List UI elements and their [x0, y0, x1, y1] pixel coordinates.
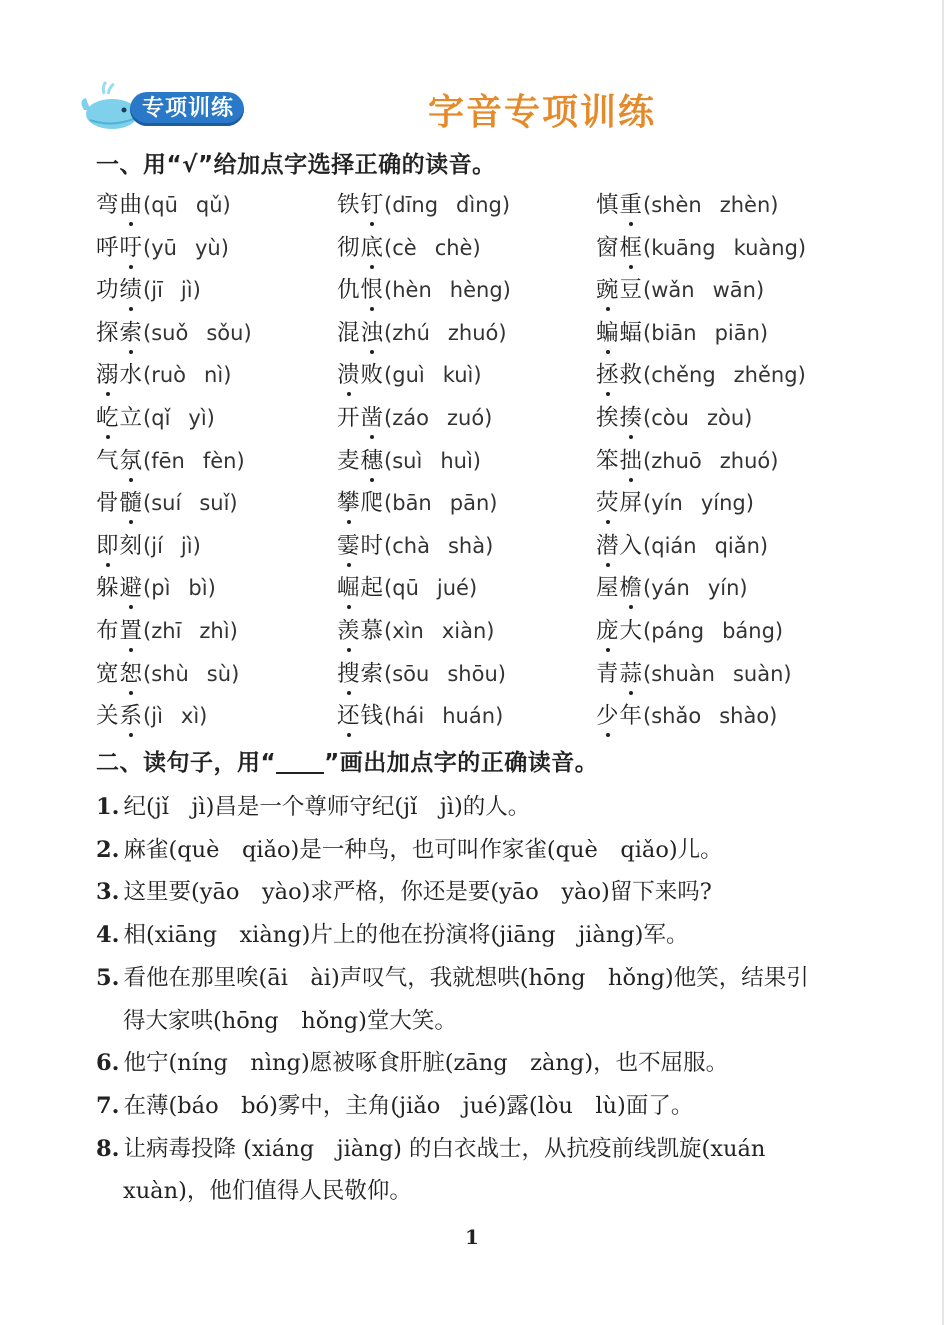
pinyin-option[interactable]: pān: [449, 491, 490, 516]
pinyin-option[interactable]: xiàn: [441, 618, 487, 643]
pinyin-option[interactable]: suàn: [732, 661, 784, 686]
sentence-text: 得大家哄(hōng hǒng)堂大笑。: [123, 1007, 457, 1034]
pinyin-option[interactable]: suí: [151, 491, 182, 516]
choice-word: 呼吁: [96, 235, 143, 261]
pinyin-option[interactable]: bān: [392, 491, 432, 516]
page-title: 字音专项训练: [428, 92, 657, 133]
pinyin-option[interactable]: qǐ: [151, 405, 171, 430]
pinyin-option[interactable]: còu: [651, 405, 689, 430]
pinyin-option[interactable]: shà: [447, 533, 486, 558]
pinyin-option[interactable]: qū: [151, 193, 178, 217]
pinyin-option[interactable]: suǒ: [151, 320, 189, 345]
choice-item: 呼吁(yū yù): [96, 231, 229, 265]
pinyin-option[interactable]: yín: [651, 491, 683, 516]
choice-item: 开凿(záo zuó): [337, 401, 492, 435]
pinyin-option[interactable]: sōu: [392, 661, 430, 686]
choice-word: 即刻: [96, 533, 143, 559]
pinyin-option[interactable]: zhèn: [719, 193, 771, 217]
choice-item: 搜索(sōu shōu): [337, 657, 506, 691]
pinyin-option[interactable]: kuāng: [651, 235, 716, 260]
pinyin-option[interactable]: fēn: [151, 448, 185, 473]
sentence-number: 4.: [96, 922, 120, 949]
choice-item: 拯救(chěng zhěng): [596, 358, 806, 392]
choice-item: 荧屏(yín yíng): [596, 486, 754, 520]
choice-item: 还钱(hái huán): [337, 699, 503, 733]
choice-word: 屹立: [96, 405, 143, 431]
choice-word: 荧屏: [596, 490, 643, 516]
choice-word: 混浊: [337, 320, 384, 346]
pinyin-option[interactable]: suì: [392, 448, 423, 473]
pinyin-option[interactable]: yán: [651, 576, 690, 601]
sentence-line: [96, 871, 856, 914]
pinyin-option[interactable]: hèng: [449, 278, 503, 303]
choice-word: 溃败: [337, 362, 384, 388]
pinyin-option[interactable]: zhěng: [733, 363, 798, 388]
section-2-heading: 二、读句子，用“ ”画出加点字的正确读音。: [96, 750, 599, 776]
pinyin-option[interactable]: shù: [151, 661, 189, 686]
pinyin-option[interactable]: shǎo: [651, 704, 702, 729]
choice-word: 霎时: [337, 533, 384, 559]
sentence-line: [96, 1085, 856, 1128]
sentence-number: 2.: [96, 836, 120, 863]
pinyin-option[interactable]: zhú: [392, 320, 430, 345]
choice-item: 窗框(kuāng kuàng): [596, 231, 806, 265]
choice-word: 仇恨: [337, 277, 384, 303]
sentence-line: [96, 1128, 856, 1171]
choice-item: 豌豆(wǎn wān): [596, 273, 764, 307]
sentence-text: 纪(jǐ jì)昌是一个尊师守纪(jǐ jì)的人。: [123, 794, 531, 820]
choice-item: 崛起(qū jué): [337, 571, 477, 605]
choice-item: 少年(shǎo shào): [596, 699, 777, 733]
sentence-number: 8.: [96, 1135, 120, 1162]
sentence-line: [96, 957, 856, 1000]
pinyin-option[interactable]: zhuó: [719, 448, 771, 473]
choice-item: 羡慕(xìn xiàn): [337, 614, 494, 648]
sentence-line: [96, 1170, 856, 1213]
choice-word: 拯救: [596, 362, 643, 388]
pinyin-option[interactable]: páng: [651, 618, 705, 643]
choice-item: 关系(jì xì): [96, 699, 207, 733]
sentence-text: 他宁(níng nìng)愿被啄食肝脏(zāng zàng)，也不屈服。: [123, 1050, 729, 1077]
pinyin-option[interactable]: zòu: [706, 405, 745, 430]
pinyin-option[interactable]: qiǎn: [714, 533, 760, 558]
underline-sample: [276, 754, 324, 774]
pinyin-option[interactable]: shuàn: [651, 661, 715, 686]
choice-word: 青蒜: [596, 661, 643, 687]
choice-word: 少年: [596, 703, 643, 729]
sentence-number: 5.: [96, 964, 120, 991]
pinyin-option[interactable]: chěng: [651, 363, 716, 388]
pinyin-option[interactable]: pì: [151, 576, 171, 601]
pinyin-option[interactable]: qū: [392, 576, 419, 601]
pinyin-option[interactable]: wān: [712, 278, 756, 303]
section-badge: [80, 80, 260, 132]
choice-word: 窗框: [596, 235, 643, 261]
sentence-number: 7.: [96, 1092, 120, 1119]
pinyin-option[interactable]: qǔ: [195, 193, 223, 217]
pinyin-option[interactable]: sù: [206, 661, 232, 686]
pinyin-option[interactable]: báng: [722, 618, 775, 643]
pinyin-option[interactable]: hái: [392, 704, 425, 729]
pinyin-option[interactable]: xì: [180, 704, 200, 729]
choice-word: 气氛: [96, 448, 143, 474]
pinyin-option[interactable]: fèn: [202, 448, 237, 473]
choice-item: 布置(zhī zhì): [96, 614, 238, 648]
pinyin-option[interactable]: zhuō: [651, 448, 702, 473]
sentence-text: 让病毒投降 (xiáng jiàng) 的白衣战士，从抗疫前线凯旋(xuán: [123, 1135, 766, 1162]
pinyin-option[interactable]: shào: [719, 704, 770, 729]
choice-item: 青蒜(shuàn suàn): [596, 657, 792, 691]
choice-word: 蝙蝠: [596, 320, 643, 346]
pinyin-option[interactable]: cè: [392, 235, 417, 260]
choice-word: 攀爬: [337, 490, 384, 516]
choice-item: 仇恨(hèn hèng): [337, 273, 511, 307]
pinyin-option[interactable]: dìng: [456, 193, 502, 217]
choice-item: 铁钉(dīng dìng): [337, 188, 510, 222]
choice-item: 弯曲(qū qǔ): [96, 188, 231, 222]
pinyin-option[interactable]: chè: [434, 235, 473, 260]
choice-item: 霎时(chà shà): [337, 529, 493, 563]
choice-word: 躲避: [96, 575, 143, 601]
choice-item: 攀爬(bān pān): [337, 486, 497, 520]
choice-item: 溃败(guì kuì): [337, 358, 482, 392]
pinyin-option[interactable]: sǒu: [206, 320, 244, 345]
choice-item: 骨髓(suí suǐ): [96, 486, 238, 520]
pinyin-option[interactable]: yì: [188, 405, 207, 430]
pinyin-option[interactable]: zhì: [199, 618, 230, 643]
choice-word: 还钱: [337, 703, 384, 729]
sentence-text: 相(xiāng xiàng)片上的他在扮演将(jiāng jiàng)军。: [123, 922, 689, 949]
choice-word: 骨髓: [96, 490, 143, 516]
choice-word: 关系: [96, 703, 143, 729]
sentence-text: xuàn)，他们值得人民敬仰。: [123, 1178, 412, 1205]
pinyin-option[interactable]: qián: [651, 533, 697, 558]
pinyin-option[interactable]: xìn: [392, 618, 424, 643]
choice-word: 豌豆: [596, 277, 643, 303]
sentence-text: 看他在那里唉(āi ài)声叹气，我就想哄(hōng hǒng)他笑，结果引: [123, 964, 809, 991]
sentence-line: [96, 1042, 856, 1085]
pinyin-option[interactable]: jì: [151, 704, 163, 729]
choice-item: 潜入(qián qiǎn): [596, 529, 768, 563]
pinyin-option[interactable]: zhī: [151, 618, 182, 643]
pinyin-option[interactable]: yín: [707, 576, 740, 601]
pinyin-option[interactable]: shèn: [651, 193, 702, 217]
choice-item: 蝙蝠(biān piān): [596, 316, 768, 350]
choice-word: 溺水: [96, 362, 143, 388]
choice-item: 慎重(shèn zhèn): [596, 188, 778, 222]
pinyin-option[interactable]: guì: [392, 363, 425, 388]
choice-item: 彻底(cè chè): [337, 231, 481, 265]
pinyin-option[interactable]: huán: [442, 704, 496, 729]
sentence-line: [96, 1000, 856, 1043]
sentence-list: [96, 786, 856, 1213]
choice-item: 气氛(fēn fèn): [96, 444, 245, 478]
choice-item: 功绩(jī jì): [96, 273, 201, 307]
pinyin-option[interactable]: ruò: [151, 363, 187, 388]
sentence-line: [96, 786, 856, 829]
choice-word: 崛起: [337, 575, 384, 601]
pinyin-option[interactable]: zuó: [446, 405, 485, 430]
page-number: 1: [465, 1225, 479, 1249]
choice-word: 探索: [96, 320, 143, 346]
choice-word: 屋檐: [596, 575, 643, 601]
choice-item: 挨揍(còu zòu): [596, 401, 752, 435]
choice-word: 彻底: [337, 235, 384, 261]
choice-word: 布置: [96, 618, 143, 644]
pinyin-option[interactable]: huì: [440, 448, 473, 473]
choice-item: 笨拙(zhuō zhuó): [596, 444, 778, 478]
choice-word: 笨拙: [596, 448, 643, 474]
choice-word: 羡慕: [337, 618, 384, 644]
choice-item: 屋檐(yán yín): [596, 571, 748, 605]
pinyin-option[interactable]: kuàng: [733, 235, 798, 260]
pinyin-option[interactable]: kuì: [442, 363, 474, 388]
sentence-line: [96, 914, 856, 957]
choice-item: 躲避(pì bì): [96, 571, 216, 605]
choice-word: 开凿: [337, 405, 384, 431]
pinyin-option[interactable]: zhuó: [447, 320, 499, 345]
sentence-number: 1.: [96, 794, 120, 820]
choice-word: 慎重: [596, 192, 643, 218]
choice-item: 庞大(páng báng): [596, 614, 783, 648]
pinyin-option[interactable]: yū: [151, 235, 177, 260]
choice-item: 探索(suǒ sǒu): [96, 316, 252, 350]
choice-word: 铁钉: [337, 192, 384, 218]
pinyin-option[interactable]: biān: [651, 320, 697, 345]
pinyin-option[interactable]: jì: [180, 278, 193, 303]
choice-word: 搜索: [337, 661, 384, 687]
pinyin-option[interactable]: piān: [714, 320, 760, 345]
pinyin-option[interactable]: shōu: [447, 661, 498, 686]
choice-item: 宽恕(shù sù): [96, 657, 239, 691]
pinyin-option[interactable]: wǎn: [651, 278, 695, 303]
sentence-line: [96, 829, 856, 872]
choice-item: 即刻(jí jì): [96, 529, 201, 563]
choice-word: 弯曲: [96, 192, 143, 218]
choice-item: 溺水(ruò nì): [96, 358, 231, 392]
pinyin-option[interactable]: yù: [194, 235, 221, 260]
pinyin-option[interactable]: nì: [204, 363, 224, 388]
choice-item: 屹立(qǐ yì): [96, 401, 215, 435]
pinyin-option[interactable]: chà: [392, 533, 430, 558]
choice-word: 挨揍: [596, 405, 643, 431]
pinyin-option[interactable]: záo: [392, 405, 429, 430]
choice-word: 庞大: [596, 618, 643, 644]
section-1-heading: 一、用“√”给加点字选择正确的读音。: [96, 152, 496, 178]
pinyin-option[interactable]: dīng: [392, 193, 439, 217]
pinyin-option[interactable]: suǐ: [199, 491, 230, 516]
pinyin-option[interactable]: bì: [188, 576, 208, 601]
pinyin-option[interactable]: jì: [180, 533, 193, 558]
sentence-text: 麻雀(què qiǎo)是一种鸟，也可叫作家雀(què qiǎo)儿。: [123, 836, 723, 863]
pinyin-option[interactable]: jué: [436, 576, 469, 601]
sentence-number: 3.: [96, 879, 120, 906]
choice-word: 功绩: [96, 277, 143, 303]
choice-word: 宽恕: [96, 661, 143, 687]
badge-label: 专项训练: [130, 92, 244, 126]
sentence-number: 6.: [96, 1050, 120, 1077]
sentence-text: 这里要(yāo yào)求严格，你还是要(yāo yào)留下来吗?: [123, 879, 712, 906]
pinyin-option[interactable]: jī: [151, 278, 163, 303]
pinyin-option[interactable]: jí: [151, 533, 163, 558]
pinyin-option[interactable]: yíng: [700, 491, 746, 516]
choice-word: 潜入: [596, 533, 643, 559]
pinyin-option[interactable]: hèn: [392, 278, 432, 303]
choice-word: 麦穗: [337, 448, 384, 474]
choice-item: 混浊(zhú zhuó): [337, 316, 507, 350]
sentence-text: 在薄(báo bó)雾中，主角(jiǎo jué)露(lòu lù)面了。: [123, 1092, 694, 1119]
choice-item: 麦穗(suì huì): [337, 444, 481, 478]
